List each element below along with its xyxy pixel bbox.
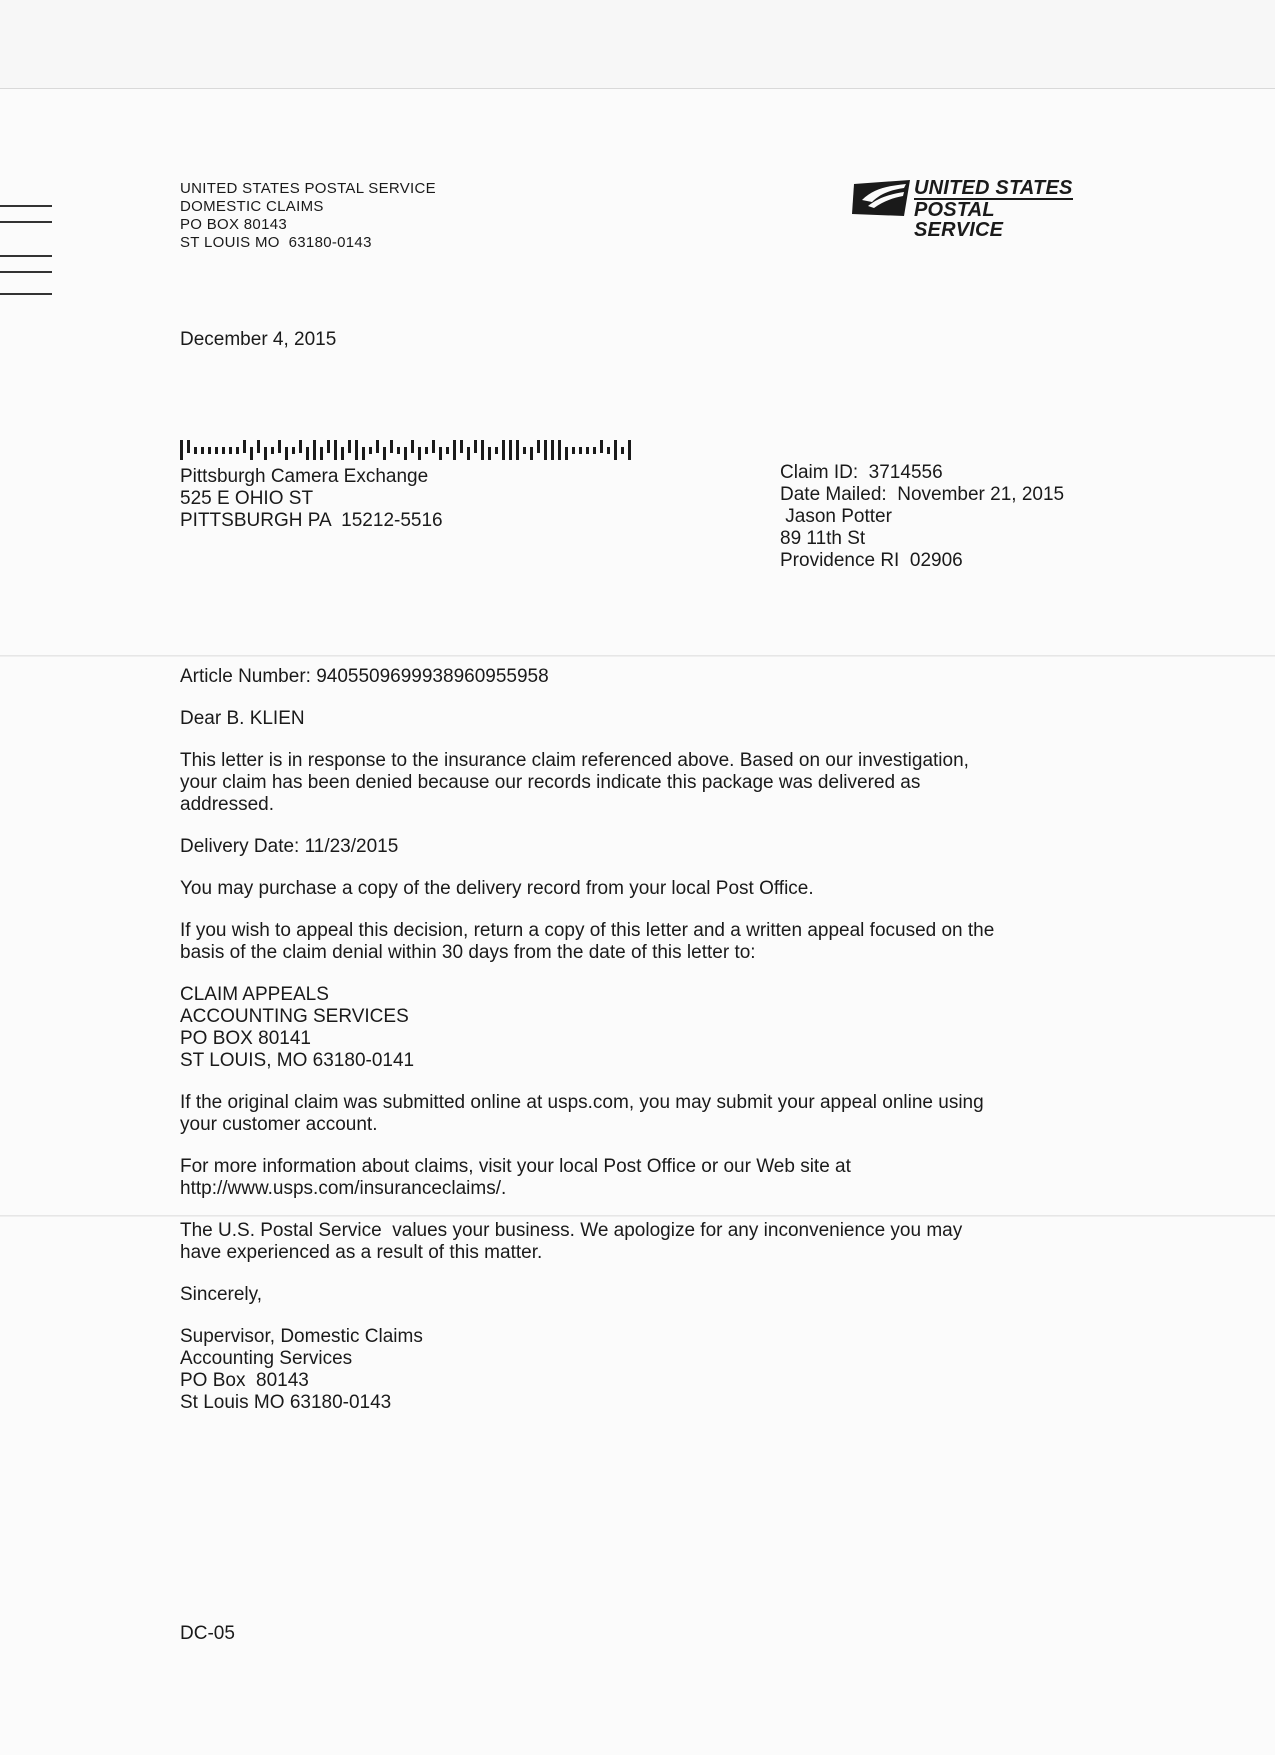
claimant-street: 89 11th St [780,528,866,549]
recipient-line: PITTSBURGH PA 15212-5516 [180,510,443,531]
sender-line: ST LOUIS MO 63180-0143 [180,234,372,251]
edge-marks [0,205,52,309]
claimant-city: Providence RI 02906 [780,550,963,571]
sender-address [180,180,436,252]
paragraph-online-appeal: If the original claim was submitted online at usps.com, you may submit your appeal online using your customer account. [180,1092,984,1135]
claim-info [780,462,1064,572]
letter-date: December 4, 2015 [180,329,337,350]
sender-line: UNITED STATES POSTAL SERVICE [180,180,436,197]
claims-url: http://www.usps.com/insuranceclaims/. [180,1178,507,1199]
claim-id: Claim ID: 3714556 [780,462,943,483]
paragraph-appeal: If you wish to appeal this decision, return a copy of this letter and a written appeal focused on the basis of the claim denial within 30 days from the date of this letter to: [180,920,995,963]
eagle-icon [852,180,912,220]
fold-line [0,655,1275,657]
recipient-address [180,466,443,532]
recipient-line: 525 E OHIO ST [180,488,314,509]
article-number: Article Number: 9405509699938960955958 [180,666,549,687]
signature-block: Supervisor, Domestic Claims Accounting Services PO Box 80143 St Louis MO 63180-0143 [180,1326,423,1413]
paragraph-more-info: For more information about claims, visit your local Post Office or our Web site at http://www.usps.com/insuranceclaims/. [180,1156,1110,1200]
form-code: DC-05 [180,1623,235,1644]
appeal-address: CLAIM APPEALS ACCOUNTING SERVICES PO BOX 80141 ST LOUIS, MO 63180-0141 [180,984,415,1071]
recipient-line: Pittsburgh Camera Exchange [180,466,429,487]
paragraph-denial: This letter is in response to the insurance claim referenced above. Based on our investigation, your claim has been denied because our records indicate this package was delivered as addressed. [180,750,969,815]
logo-text [914,178,1082,240]
closing: Sincerely, [180,1284,263,1305]
sender-line: PO BOX 80143 [180,216,287,233]
paragraph-delivery-record: You may purchase a copy of the delivery record from your local Post Office. [180,878,814,899]
claimant-name: Jason Potter [780,506,892,527]
paragraph-apology: The U.S. Postal Service values your business. We apologize for any inconvenience you may have experienced as a result of this matter. [180,1220,963,1263]
usps-logo [852,176,1082,241]
postal-barcode [180,440,635,460]
date-mailed: Date Mailed: November 21, 2015 [780,484,1065,505]
sender-line: DOMESTIC CLAIMS [180,198,324,215]
delivery-date: Delivery Date: 11/23/2015 [180,836,399,857]
salutation: Dear B. KLIEN [180,708,305,729]
letter-body [180,666,1110,1434]
logo-line-2: POSTAL SERVICE [914,199,1004,241]
logo-line-1: UNITED STATES [914,177,1073,199]
